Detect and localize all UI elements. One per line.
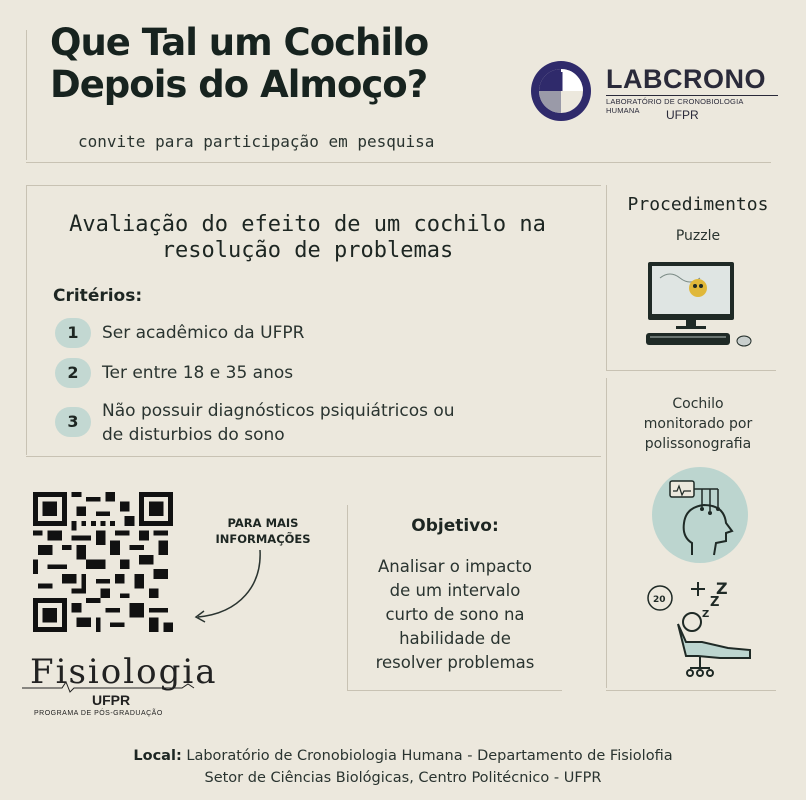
nap-line-1: Cochilo: [672, 396, 724, 412]
svg-text:Z: Z: [716, 579, 728, 598]
fisiologia-institution: UFPR: [92, 692, 131, 708]
criteria-number-badge: 1: [55, 318, 91, 348]
objective-text: [350, 555, 560, 675]
labcrono-subtitle: LABORATÓRIO DE CRONOBIOLOGIA HUMANA: [606, 95, 778, 115]
page-subtitle: convite para participação em pesquisa: [78, 132, 435, 151]
main-divider-left: [26, 185, 27, 455]
fisiologia-logo: [22, 652, 218, 722]
objective-line: habilidade de: [399, 629, 511, 648]
header-divider-bottom: [26, 162, 771, 163]
sleeping-person-icon: [640, 572, 760, 687]
computer-puzzle-icon: [640, 258, 760, 353]
criteria-number-badge: 2: [55, 358, 91, 388]
study-heading-line-2: resolução de problemas: [161, 238, 454, 263]
procedures-divider-bottom: [606, 690, 776, 691]
curved-arrow-icon: [190, 545, 270, 625]
qr-code[interactable]: [33, 492, 173, 632]
procedures-divider-mid: [606, 370, 776, 371]
objective-divider-left: [347, 505, 348, 690]
more-info-label: [203, 515, 323, 547]
timer-label: 20: [653, 595, 666, 605]
nap-line-3: polissonografia: [644, 436, 752, 452]
criteria-text-line-1: Não possuir diagnósticos psiquiátricos ou: [102, 401, 455, 421]
procedures-divider-left: [606, 185, 607, 370]
header-divider-left: [26, 30, 27, 160]
labcrono-name: LABCRONO: [606, 64, 766, 94]
page-title: [50, 22, 428, 106]
footer-location: Laboratório de Cronobiologia Humana - Departamento de Fisiolofia: [186, 748, 673, 764]
footer-local-label: Local:: [133, 748, 182, 764]
more-info-line-1: PARA MAIS: [227, 516, 299, 530]
objective-line: de um intervalo: [389, 581, 521, 600]
study-heading: [50, 212, 565, 264]
puzzle-label: Puzzle: [675, 228, 721, 244]
procedures-title: Procedimentos: [627, 194, 769, 215]
fisiologia-wordmark: Fisiologia: [30, 652, 218, 692]
objective-divider-bottom: [347, 690, 562, 691]
objective-line: curto de sono na: [385, 605, 525, 624]
footer-line-2: Setor de Ciências Biológicas, Centro Politécnico - UFPR: [204, 770, 602, 786]
title-line-1: Que Tal um Cochilo: [50, 21, 429, 64]
nap-line-2: monitorado por: [643, 416, 753, 432]
criteria-text-line-2: de disturbios do sono: [102, 425, 285, 445]
criteria-text: [102, 399, 455, 447]
objective-title: Objetivo:: [411, 516, 499, 536]
footer: [0, 745, 806, 789]
procedures-divider-left2: [606, 378, 607, 688]
criteria-item: [55, 358, 555, 390]
criteria-divider-bottom: [26, 456, 601, 457]
main-divider-top: [26, 185, 601, 186]
criteria-number-badge: 3: [55, 407, 91, 437]
footer-line-1: [0, 745, 806, 767]
fisiologia-program: PROGRAMA DE PÓS-GRADUAÇÃO: [34, 710, 163, 717]
title-line-2: Depois do Almoço?: [50, 63, 428, 106]
criteria-item: [55, 398, 555, 450]
objective-line: Analisar o impacto: [378, 557, 532, 576]
svg-text:Z: Z: [710, 595, 720, 610]
head-monitor-icon: [652, 467, 748, 563]
criteria-text: Ser acadêmico da UFPR: [102, 323, 305, 343]
labcrono-institution: UFPR: [666, 108, 699, 122]
svg-text:Z: Z: [702, 609, 710, 620]
criteria-item: [55, 318, 555, 350]
criteria-text: Ter entre 18 e 35 anos: [102, 363, 294, 383]
labcrono-logo: [528, 58, 778, 128]
labcrono-emblem-icon: [528, 58, 594, 124]
polysomnography-head-icon: [652, 467, 748, 563]
more-info-line-2: INFORMAÇÕES: [215, 532, 311, 546]
nap-label: [612, 394, 784, 454]
criteria-label: Critérios:: [53, 286, 143, 306]
study-heading-line-1: Avaliação do efeito de um cochilo na: [69, 212, 546, 237]
objective-line: resolver problemas: [375, 653, 535, 672]
